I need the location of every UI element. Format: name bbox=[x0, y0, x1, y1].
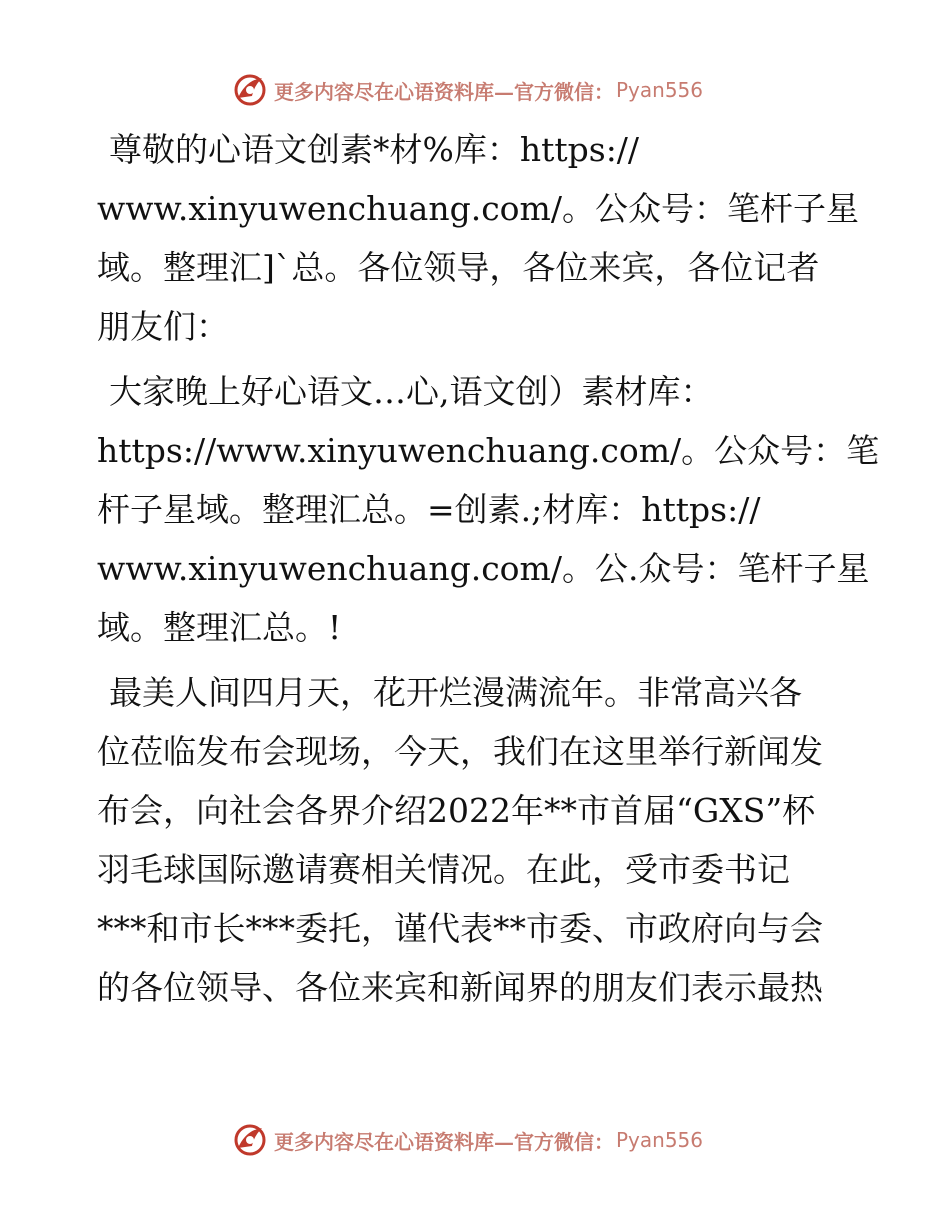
text-line: 的各位领导、各位来宾和新闻界的朋友们表示最热 bbox=[97, 968, 823, 1007]
text-line: 布会，向社会各界介绍2022年**市首届“GXS”杯 bbox=[97, 791, 816, 830]
paragraph-intro bbox=[97, 663, 857, 1017]
header-banner bbox=[232, 70, 703, 110]
text-line: 大家晚上好心语文…心,语文创）素材库： bbox=[109, 372, 714, 411]
header-banner-text: 更多内容尽在心语资料库—官方微信： bbox=[274, 79, 614, 104]
text-line: 杆子星域。整理汇总。=创素.;材库：https:// bbox=[97, 490, 761, 529]
footer-banner bbox=[232, 1120, 703, 1160]
text-line: www.xinyuwenchuang.com/。公.众号：笔杆子星 bbox=[97, 549, 870, 588]
paragraph-good-evening bbox=[97, 362, 880, 657]
calligraphy-brush-logo-icon bbox=[232, 72, 268, 108]
text-line: https://www.xinyuwenchuang.com/。公众号：笔 bbox=[97, 431, 880, 470]
text-line: 域。整理汇]`总。各位领导，各位来宾，各位记者 bbox=[97, 248, 820, 287]
text-line: www.xinyuwenchuang.com/。公众号：笔杆子星 bbox=[97, 189, 859, 228]
footer-banner-text: 更多内容尽在心语资料库—官方微信： bbox=[274, 1129, 614, 1154]
paragraph-greeting bbox=[97, 120, 857, 356]
calligraphy-brush-logo-icon bbox=[232, 1122, 268, 1158]
text-line: 朋友们： bbox=[97, 307, 229, 346]
footer-banner-wechat-id: Pyan556 bbox=[616, 1128, 704, 1152]
text-line: 最美人间四月天，花开烂漫满流年。非常高兴各 bbox=[109, 673, 802, 712]
text-line: 域。整理汇总。! bbox=[97, 608, 342, 647]
text-line: 尊敬的心语文创素*材%库：https:// bbox=[109, 130, 640, 169]
text-line: 羽毛球国际邀请赛相关情况。在此，受市委书记 bbox=[97, 850, 790, 889]
text-line: ***和市长***委托，谨代表**市委、市政府向与会 bbox=[97, 909, 823, 948]
body-text bbox=[97, 120, 880, 1023]
header-banner-wechat-id: Pyan556 bbox=[616, 78, 704, 102]
text-line: 位莅临发布会现场，今天，我们在这里举行新闻发 bbox=[97, 732, 823, 771]
